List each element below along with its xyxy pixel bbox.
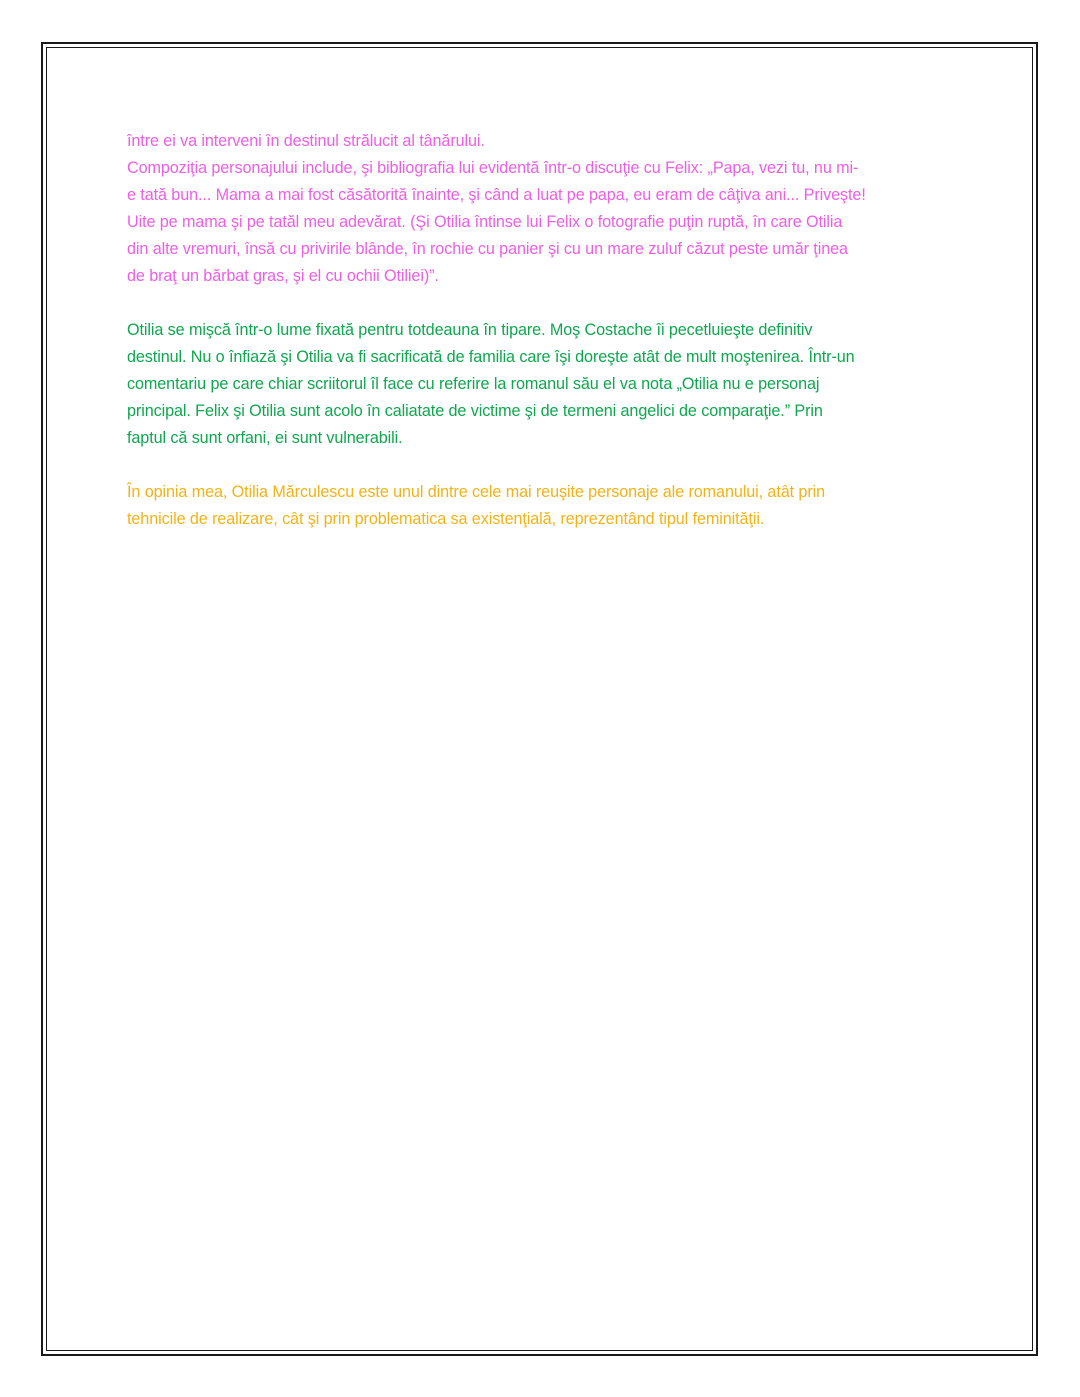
text-line: Uite pe mama şi pe tatăl meu adevărat. (Şi Otilia întinse lui Felix o fotografie puţin ruptă, în care Otilia — [127, 213, 843, 231]
text-line: comentariu pe care chiar scriitorul îl face cu referire la romanul său el va nota „Otilia nu e personaj — [127, 375, 820, 393]
paragraph-spacer — [127, 290, 952, 317]
text-line: Otilia se mişcă într-o lume fixată pentru totdeauna în tipare. Moş Costache îi pecetluieşte definitiv — [127, 321, 813, 339]
paragraph-spacer — [127, 452, 952, 479]
text-line: între ei va interveni în destinul strălucit al tânărului. — [127, 132, 485, 150]
text-line: e tată bun... Mama a mai fost căsătorită înainte, şi când a luat pe papa, eu eram de câţiva ani... Priveşte! — [127, 186, 866, 204]
text-line: tehnicile de realizare, cât şi prin problematica sa existenţială, reprezentând tipul feminităţii. — [127, 510, 765, 528]
document-body — [127, 128, 952, 533]
text-line: din alte vremuri, însă cu privirile blânde, în rochie cu panier şi cu un mare zuluf căzut peste umăr ţinea — [127, 240, 848, 258]
text-line: principal. Felix şi Otilia sunt acolo în caliatate de victime şi de termeni angelici de comparaţie.” Prin — [127, 402, 823, 420]
text-line: de braţ un bărbat gras, şi el cu ochii Otiliei)”. — [127, 267, 439, 285]
text-line: destinul. Nu o înfiază şi Otilia va fi sacrificată de familia care îşi doreşte atât de mult moştenirea. Într-un — [127, 348, 855, 366]
paragraph-character-composition — [127, 128, 952, 290]
text-line: Compoziţia personajului include, şi bibliografia lui evidentă într-o discuţie cu Felix: „Papa, vezi tu, nu mi- — [127, 159, 859, 177]
text-line: faptul că sunt orfani, ei sunt vulnerabili. — [127, 429, 403, 447]
text-line: În opinia mea, Otilia Mărculescu este unul dintre cele mai reuşite personaje ale romanului, atât prin — [127, 483, 826, 501]
paragraph-fixed-world — [127, 317, 952, 452]
paragraph-conclusion — [127, 479, 952, 533]
